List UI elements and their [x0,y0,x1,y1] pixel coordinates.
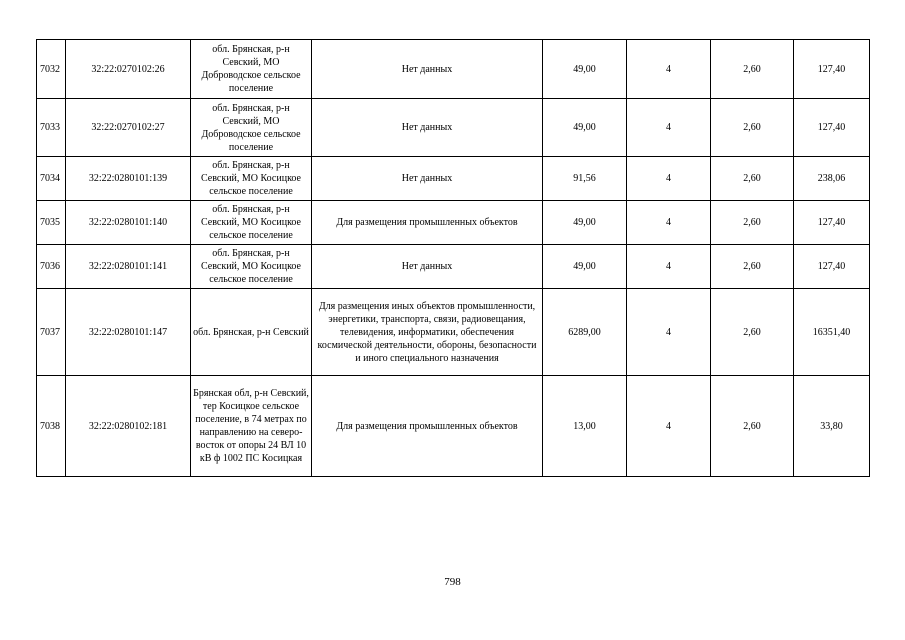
table-row [37,157,870,201]
group-cell: 4 [627,40,711,99]
group-cell: 4 [627,245,711,289]
value-cell: 16351,40 [794,289,870,376]
row-id-cell: 7036 [37,245,66,289]
area-cell: 49,00 [543,245,627,289]
table-row [37,201,870,245]
row-id-cell: 7037 [37,289,66,376]
rate-cell: 2,60 [711,40,794,99]
table-row [37,289,870,376]
cadastral-number-cell: 32:22:0280101:140 [66,201,191,245]
value-cell: 33,80 [794,376,870,477]
rate-cell: 2,60 [711,201,794,245]
purpose-cell: Нет данных [312,40,543,99]
table-row [37,99,870,157]
group-cell: 4 [627,376,711,477]
group-cell: 4 [627,201,711,245]
address-cell: обл. Брянская, р-н Севский [191,289,312,376]
table-row [37,40,870,99]
address-cell: обл. Брянская, р-н Севский, МО Косицкое сельское поселение [191,157,312,201]
purpose-cell: Нет данных [312,245,543,289]
purpose-cell: Для размещения промышленных объектов [312,376,543,477]
address-cell: Брянская обл, р-н Севский, тер Косицкое сельское поселение, в 74 метрах по направлению на северо-восток от опоры 24 ВЛ 10 кВ ф 1002 ПС Косицкая [191,376,312,477]
value-cell: 127,40 [794,40,870,99]
row-id-cell: 7038 [37,376,66,477]
value-cell: 127,40 [794,99,870,157]
rate-cell: 2,60 [711,99,794,157]
area-cell: 49,00 [543,40,627,99]
purpose-cell: Для размещения промышленных объектов [312,201,543,245]
area-cell: 6289,00 [543,289,627,376]
value-cell: 127,40 [794,245,870,289]
row-id-cell: 7034 [37,157,66,201]
cadastral-table [36,39,870,477]
cadastral-number-cell: 32:22:0280101:147 [66,289,191,376]
group-cell: 4 [627,157,711,201]
cadastral-number-cell: 32:22:0280101:141 [66,245,191,289]
rate-cell: 2,60 [711,376,794,477]
group-cell: 4 [627,289,711,376]
value-cell: 127,40 [794,201,870,245]
area-cell: 49,00 [543,201,627,245]
area-cell: 91,56 [543,157,627,201]
row-id-cell: 7035 [37,201,66,245]
address-cell: обл. Брянская, р-н Севский, МО Доброводское сельское поселение [191,40,312,99]
rate-cell: 2,60 [711,289,794,376]
group-cell: 4 [627,99,711,157]
rate-cell: 2,60 [711,245,794,289]
purpose-cell: Для размещения иных объектов промышленности, энергетики, транспорта, связи, радиовещания, телевидения, информатики, обеспечения космической деятельности, обороны, безопасности и иного специального назначения [312,289,543,376]
address-cell: обл. Брянская, р-н Севский, МО Косицкое сельское поселение [191,245,312,289]
purpose-cell: Нет данных [312,99,543,157]
cadastral-number-cell: 32:22:0280101:139 [66,157,191,201]
rate-cell: 2,60 [711,157,794,201]
page-number: 798 [444,576,461,588]
table-row [37,245,870,289]
purpose-cell: Нет данных [312,157,543,201]
address-cell: обл. Брянская, р-н Севский, МО Доброводское сельское поселение [191,99,312,157]
cadastral-number-cell: 32:22:0270102:27 [66,99,191,157]
row-id-cell: 7032 [37,40,66,99]
table-body [37,40,870,477]
row-id-cell: 7033 [37,99,66,157]
value-cell: 238,06 [794,157,870,201]
address-cell: обл. Брянская, р-н Севский, МО Косицкое сельское поселение [191,201,312,245]
cadastral-number-cell: 32:22:0280102:181 [66,376,191,477]
cadastral-number-cell: 32:22:0270102:26 [66,40,191,99]
area-cell: 13,00 [543,376,627,477]
area-cell: 49,00 [543,99,627,157]
table-row [37,376,870,477]
